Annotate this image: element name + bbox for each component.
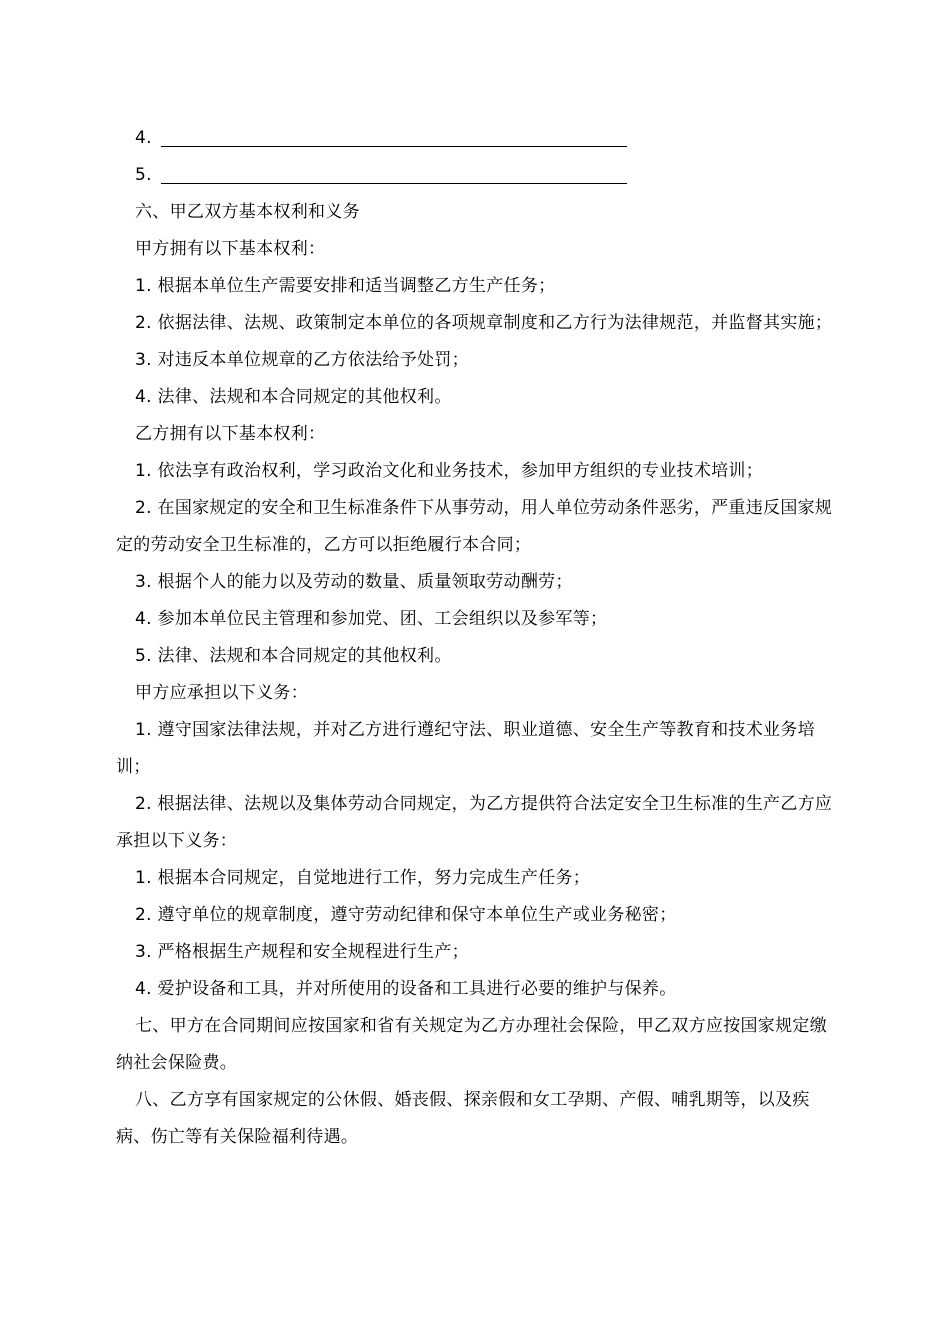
section-paragraph: 八、乙方享有国家规定的公休假、婚丧假、探亲假和女工孕期、产假、哺乳期等，以及疾病、伤亡等有关保险福利待遇。 bbox=[116, 1090, 810, 1147]
paragraph: 5. 法律、法规和本合同规定的其他权利。 bbox=[135, 646, 452, 666]
list-item-4 bbox=[116, 120, 836, 157]
paragraph: 3. 对违反本单位规章的乙方依法给予处罚； bbox=[135, 350, 469, 370]
subheading: 甲方应承担以下义务： bbox=[135, 683, 308, 703]
paragraph: 4. 爱护设备和工具，并对所使用的设备和工具进行必要的维护与保养。 bbox=[135, 979, 677, 999]
section-paragraph: 七、甲方在合同期间应按国家和省有关规定为乙方办理社会保险，甲乙双方应按国家规定缴纳社会保险费。 bbox=[116, 1016, 827, 1073]
paragraph: 1. 根据本合同规定，自觉地进行工作，努力完成生产任务； bbox=[135, 868, 591, 888]
paragraph: 2. 遵守单位的规章制度，遵守劳动纪律和保守本单位生产或业务秘密； bbox=[135, 905, 677, 925]
list-item-5 bbox=[116, 157, 836, 194]
paragraph: 3. 根据个人的能力以及劳动的数量、质量领取劳动酬劳； bbox=[135, 572, 573, 592]
fill-in-blank bbox=[161, 128, 627, 147]
paragraph: 4. 法律、法规和本合同规定的其他权利。 bbox=[135, 387, 452, 407]
section-heading: 六、甲乙双方基本权利和义务 bbox=[135, 202, 360, 222]
paragraph: 1. 依法享有政治权利，学习政治文化和业务技术，参加甲方组织的专业技术培训； bbox=[135, 461, 764, 481]
paragraph: 2. 根据法律、法规以及集体劳动合同规定，为乙方提供符合法定安全卫生标准的生产乙方应承担以下义务： bbox=[116, 794, 833, 851]
subheading: 乙方拥有以下基本权利： bbox=[135, 424, 326, 444]
item-number: 5. bbox=[135, 165, 158, 185]
paragraph: 2. 在国家规定的安全和卫生标准条件下从事劳动，用人单位劳动条件恶劣，严重违反国家规定的劳动安全卫生标准的，乙方可以拒绝履行本合同； bbox=[116, 498, 833, 555]
fill-in-blank bbox=[161, 165, 627, 184]
paragraph: 3. 严格根据生产规程和安全规程进行生产； bbox=[135, 942, 469, 962]
item-number: 4. bbox=[135, 128, 158, 148]
document-body bbox=[116, 120, 836, 1156]
paragraph: 4. 参加本单位民主管理和参加党、团、工会组织以及参军等； bbox=[135, 609, 608, 629]
paragraph: 2. 依据法律、法规、政策制定本单位的各项规章制度和乙方行为法律规范，并监督其实施； bbox=[135, 313, 833, 333]
subheading: 甲方拥有以下基本权利： bbox=[135, 239, 326, 259]
paragraph: 1. 根据本单位生产需要安排和适当调整乙方生产任务； bbox=[135, 276, 556, 296]
paragraph: 1. 遵守国家法律法规，并对乙方进行遵纪守法、职业道德、安全生产等教育和技术业务培训； bbox=[116, 720, 815, 777]
